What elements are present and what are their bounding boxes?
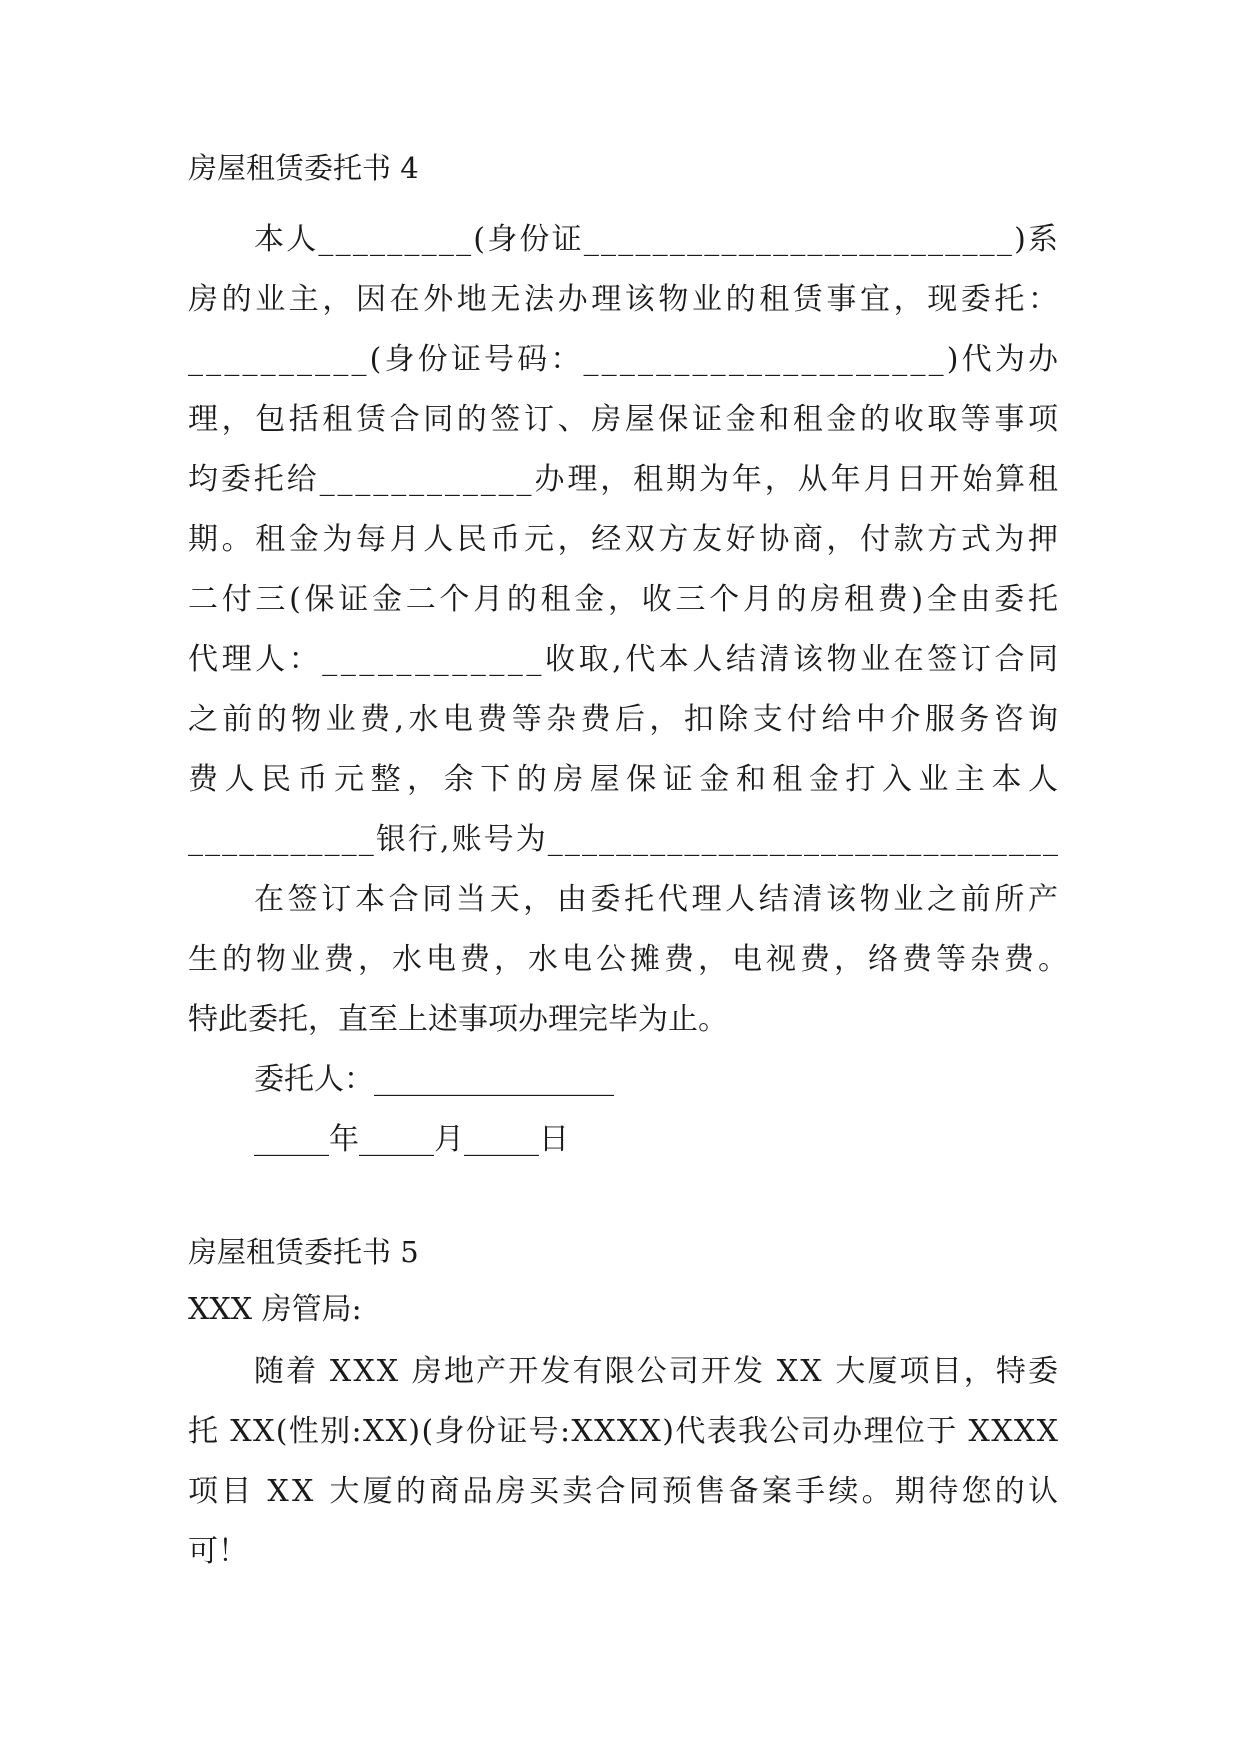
section-4-para-1-line-6: 期。租金为每月人民币元，经双方友好协商，付款方式为押 bbox=[188, 522, 1062, 557]
section-4-para-1-line-1: 本人_________(身份证_________________________)系 bbox=[254, 222, 1061, 257]
section-4-para-1-line-3: __________(身份证号码：____________________)代为办 bbox=[188, 342, 1062, 377]
section-4-para-1-line-9: 之前的物业费,水电费等杂费后，扣除支付给中介服务咨询 bbox=[188, 702, 1063, 737]
section-4-para-1-line-7: 二付三(保证金二个月的租金，收三个月的房租费)全由委托 bbox=[188, 582, 1062, 617]
section-4-para-2-line-2: 生的物业费，水电费，水电公摊费，电视费，络费等杂费。 bbox=[188, 942, 1072, 977]
section-4-date-line: _____年_____月_____日 bbox=[254, 1122, 569, 1157]
section-4-para-1-line-11: ___________银行,账号为______________________________ bbox=[188, 822, 1061, 857]
section-4-para-1-line-4: 理，包括租赁合同的签订、房屋保证金和租金的收取等事项 bbox=[188, 402, 1062, 437]
section-4-para-1-line-10: 费人民币元整，余下的房屋保证金和租金打入业主本人 bbox=[188, 762, 1065, 797]
section-4-signature-line: 委托人：________________ bbox=[254, 1062, 614, 1097]
section-4-para-2-line-3: 特此委托，直至上述事项办理完毕为止。 bbox=[188, 1002, 728, 1037]
section-5-para-line-2: 托 XX(性别:XX)(身份证号:XXXX)代表我公司办理位于 XXXX bbox=[188, 1414, 1060, 1449]
section-5-title: 房屋租赁委托书 5 bbox=[188, 1235, 419, 1269]
section-5-para-line-1: 随着 XXX 房地产开发有限公司开发 XX 大厦项目，特委 bbox=[254, 1354, 1061, 1389]
section-5-para-line-4: 可！ bbox=[188, 1534, 248, 1569]
section-4-title: 房屋租赁委托书 4 bbox=[188, 151, 419, 185]
section-4-para-1-line-8: 代理人：____________收取,代本人结清该物业在签订合同 bbox=[188, 642, 1062, 677]
section-4-para-1-line-2: 房的业主，因在外地无法办理该物业的租赁事宜，现委托： bbox=[188, 282, 1062, 317]
section-4-para-2-line-1: 在签订本合同当天，由委托代理人结清该物业之前所产 bbox=[254, 882, 1062, 917]
section-4-para-1-line-5: 均委托给____________办理，租期为年，从年月日开始算租 bbox=[188, 462, 1061, 497]
section-5-para-line-3: 项目 XX 大厦的商品房买卖合同预售备案手续。期待您的认 bbox=[188, 1474, 1062, 1509]
section-5-addressee: XXX 房管局: bbox=[188, 1292, 362, 1327]
